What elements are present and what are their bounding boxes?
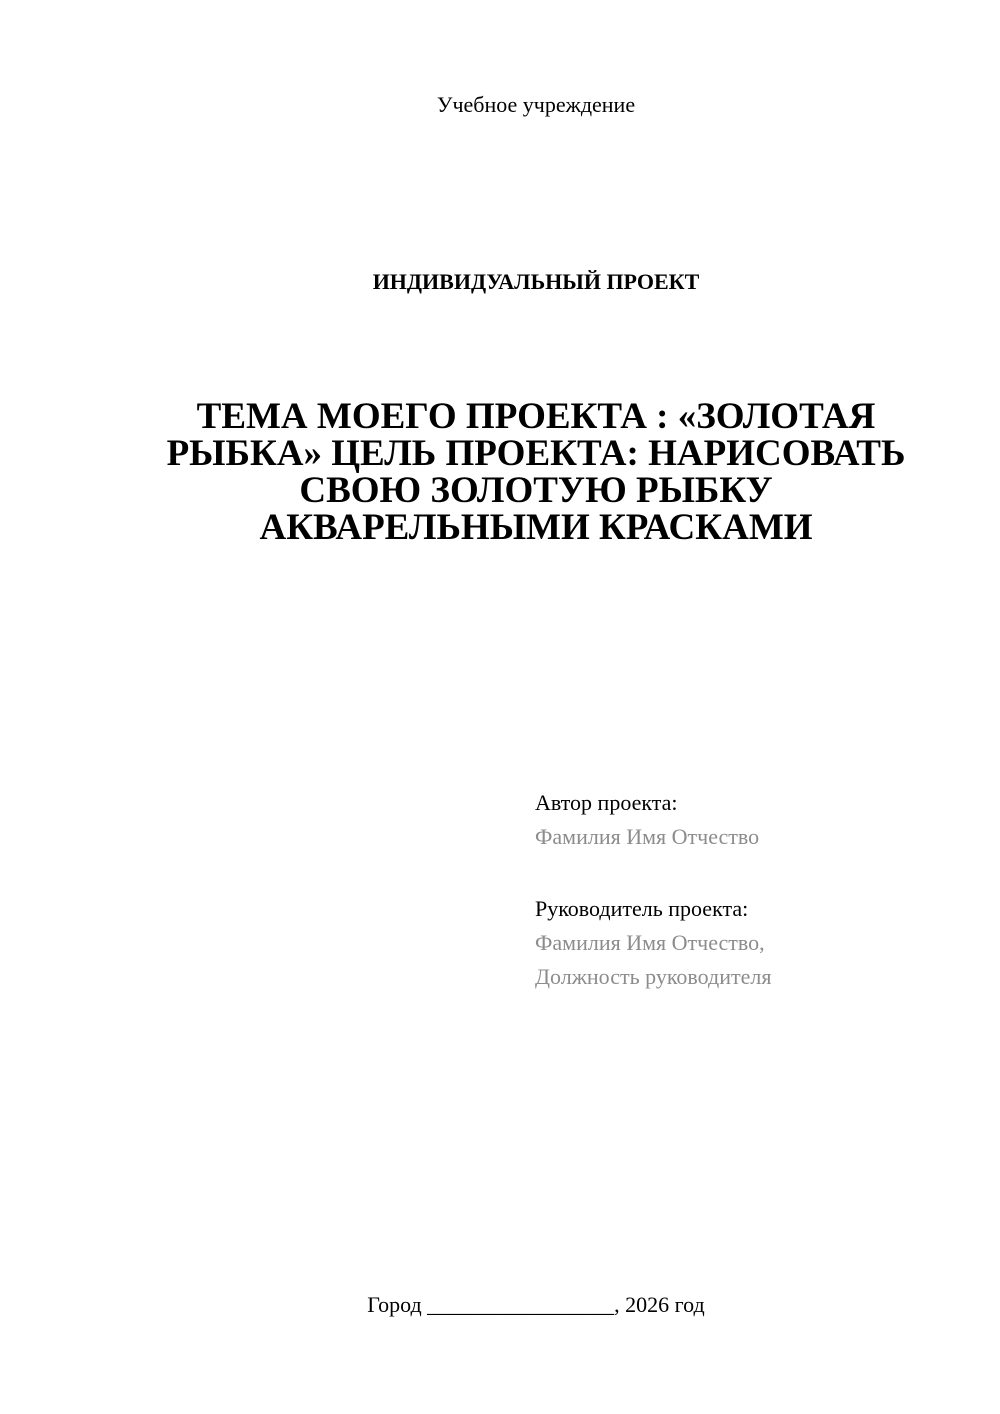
author-block	[535, 786, 975, 854]
city-year-footer: Город _________________, 2026 год	[367, 1292, 705, 1317]
supervisor-block	[535, 892, 975, 994]
project-title-line: АКВАРЕЛЬНЫМИ КРАСКАМИ	[259, 507, 813, 548]
project-title-line: РЫБКА» ЦЕЛЬ ПРОЕКТА: НАРИСОВАТЬ	[166, 433, 906, 474]
project-title	[140, 398, 932, 546]
project-title-line: СВОЮ ЗОЛОТУЮ РЫБКУ	[299, 470, 773, 511]
supervisor-position: Должность руководителя	[535, 964, 772, 989]
document-type: ИНДИВИДУАЛЬНЫЙ ПРОЕКТ	[372, 269, 700, 294]
project-title-line: ТЕМА МОЕГО ПРОЕКТА : «ЗОЛОТАЯ	[196, 396, 876, 437]
author-label: Автор проекта:	[535, 790, 678, 815]
institution-name: Учебное учреждение	[436, 92, 636, 117]
author-name: Фамилия Имя Отчество	[535, 824, 760, 849]
supervisor-name: Фамилия Имя Отчество,	[535, 930, 765, 955]
supervisor-label: Руководитель проекта:	[535, 896, 749, 921]
